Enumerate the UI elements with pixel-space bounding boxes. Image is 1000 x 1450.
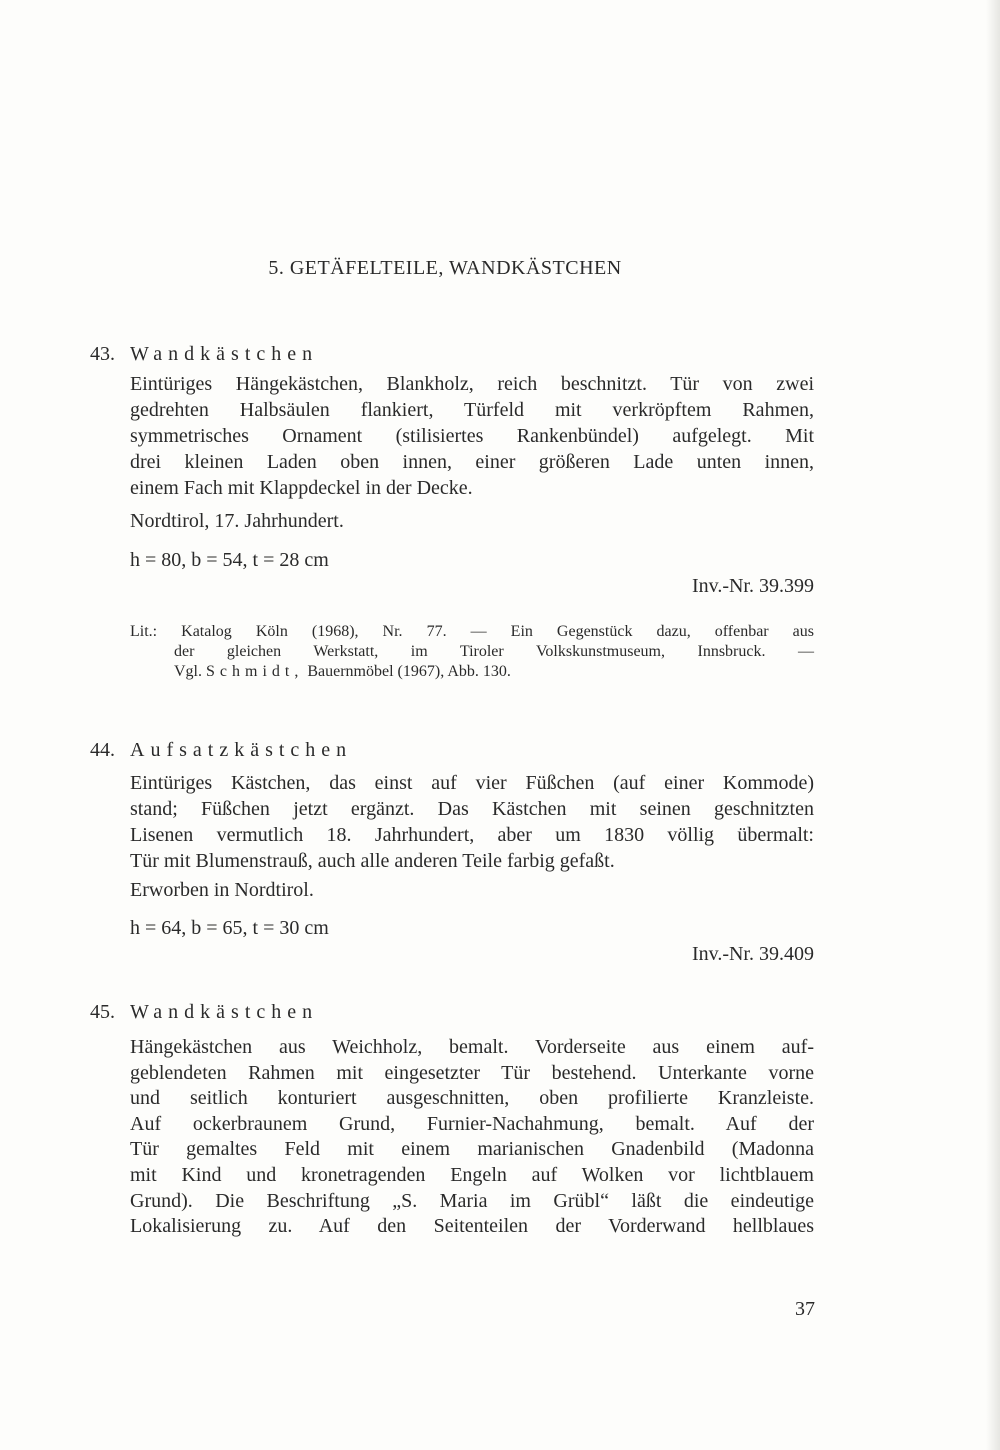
text-line: symmetrisches Ornament (stilisiertes Rankenbündel) aufgelegt. Mit <box>130 425 814 447</box>
text-line: Eintüriges Kästchen, das einst auf vier Füßchen (auf einer Kommode) <box>130 772 814 794</box>
text-fragment: Bauernmöbel (1967), Abb. 130. <box>307 663 511 680</box>
text-line: stand; Füßchen jetzt ergänzt. Das Kästchen mit seinen geschnitzten <box>130 798 814 820</box>
text-fragment: Vgl. <box>174 663 202 680</box>
text-line: Grund). Die Beschriftung „S. Maria im Grübl“ läßt die eindeutige <box>130 1189 814 1212</box>
entry-inventory-number: Inv.-Nr. 39.399 <box>691 575 814 597</box>
text-line: Auf ockerbraunem Grund, Furnier-Nachahmung, bemalt. Auf der <box>130 1112 814 1135</box>
text-line: Hängekästchen aus Weichholz, bemalt. Vorderseite aus einem auf- <box>130 1036 814 1058</box>
text-line: und seitlich konturiert ausgeschnitten, oben profilierte Kranzleiste. <box>130 1087 814 1110</box>
entry-title: Wandkästchen <box>130 1001 319 1023</box>
entry-number: 45. <box>90 1001 115 1023</box>
text-line <box>130 662 814 682</box>
text-line: gedrehten Halbsäulen flankiert, Türfeld mit verkröpftem Rahmen, <box>130 399 814 421</box>
text-line: Lisenen vermutlich 18. Jahrhundert, aber um 1830 völlig übermalt: <box>130 824 814 846</box>
text-line: geblendeten Rahmen mit eingesetzter Tür bestehend. Unterkante vorne <box>130 1061 814 1084</box>
entry-inventory-number: Inv.-Nr. 39.409 <box>691 943 814 965</box>
text-line: Tür mit Blumenstrauß, auch alle anderen Teile farbig gefaßt. <box>130 850 615 872</box>
page-number: 37 <box>795 1298 815 1320</box>
entry-title: Aufsatzkästchen <box>130 739 353 761</box>
text-line: Eintüriges Hängekästchen, Blankholz, reich beschnitzt. Tür von zwei <box>130 373 814 395</box>
section-heading: 5. GETÄFELTEILE, WANDKÄSTCHEN <box>268 257 622 279</box>
entry-origin: Nordtirol, 17. Jahrhundert. <box>130 510 344 532</box>
entry-title: Wandkästchen <box>130 343 319 365</box>
entry-number: 44. <box>90 739 115 761</box>
text-line: Lit.: Katalog Köln (1968), Nr. 77. — Ein Gegenstück dazu, offenbar aus <box>130 623 814 640</box>
author-name: Schmidt, <box>206 663 304 680</box>
entry-description <box>130 770 814 874</box>
text-line: einem Fach mit Klappdeckel in der Decke. <box>130 477 473 499</box>
entry-description <box>130 371 814 501</box>
entry-dimensions: h = 80, b = 54, t = 28 cm <box>130 549 329 571</box>
text-line: Lokalisierung zu. Auf den Seitenteilen der Vorderwand hellblaues <box>130 1215 814 1238</box>
text-line: Tür gemaltes Feld mit einem marianischen Gnadenbild (Madonna <box>130 1138 814 1161</box>
entry-dimensions: h = 64, b = 65, t = 30 cm <box>130 917 329 939</box>
entry-description <box>130 1035 814 1240</box>
text-line: drei kleinen Laden oben innen, einer größeren Lade unten innen, <box>130 451 814 473</box>
text-line: mit Kind und kronetragenden Engeln auf Wolken vor lichtblauem <box>130 1163 814 1186</box>
literature-reference <box>130 622 814 682</box>
entry-number: 43. <box>90 343 115 365</box>
text-line: der gleichen Werkstatt, im Tiroler Volkskunstmuseum, Innsbruck. — <box>174 643 814 660</box>
entry-origin: Erworben in Nordtirol. <box>130 879 314 901</box>
page-edge-shadow <box>986 0 1000 1450</box>
